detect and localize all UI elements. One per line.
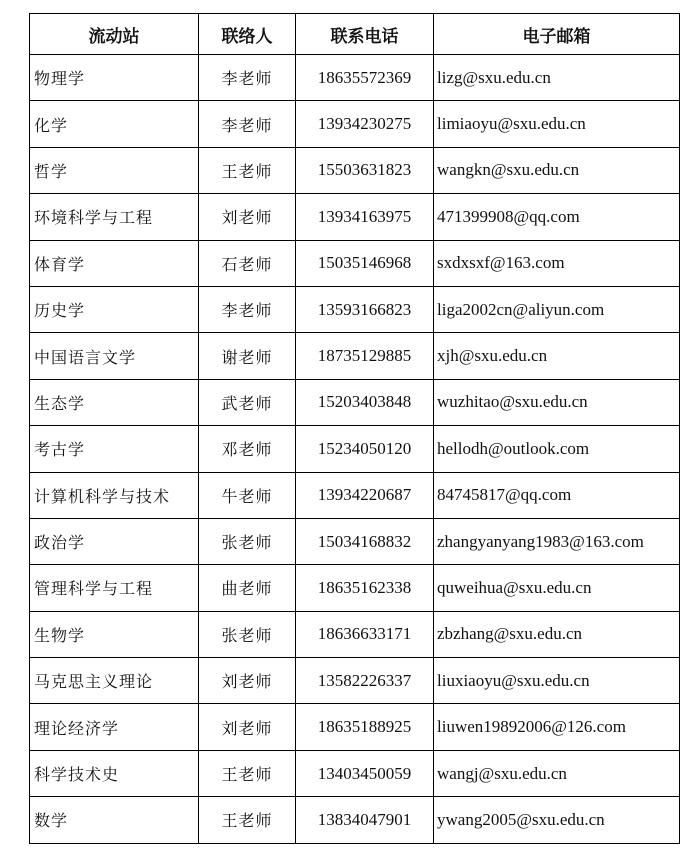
contact-cell: 刘老师 xyxy=(199,658,296,704)
email-cell: 471399908@qq.com xyxy=(434,194,680,240)
header-contact: 联络人 xyxy=(199,14,296,55)
header-email: 电子邮箱 xyxy=(434,14,680,55)
table-row xyxy=(30,379,680,425)
contact-cell: 谢老师 xyxy=(199,333,296,379)
table-body xyxy=(30,55,680,844)
email-cell: liuwen19892006@126.com xyxy=(434,704,680,750)
table-row xyxy=(30,750,680,796)
station-cell: 中国语言文学 xyxy=(30,333,199,379)
email-cell: liuxiaoyu@sxu.edu.cn xyxy=(434,658,680,704)
contact-table xyxy=(29,13,680,844)
table-row xyxy=(30,518,680,564)
table-header-row xyxy=(30,14,680,55)
email-cell: liga2002cn@aliyun.com xyxy=(434,286,680,332)
phone-cell: 15034168832 xyxy=(296,518,434,564)
contact-cell: 王老师 xyxy=(199,147,296,193)
table-row xyxy=(30,704,680,750)
email-cell: xjh@sxu.edu.cn xyxy=(434,333,680,379)
station-cell: 哲学 xyxy=(30,147,199,193)
table-row xyxy=(30,147,680,193)
phone-cell: 15203403848 xyxy=(296,379,434,425)
contact-cell: 刘老师 xyxy=(199,704,296,750)
contact-cell: 石老师 xyxy=(199,240,296,286)
phone-cell: 18735129885 xyxy=(296,333,434,379)
station-cell: 科学技术史 xyxy=(30,750,199,796)
email-cell: limiaoyu@sxu.edu.cn xyxy=(434,101,680,147)
station-cell: 数学 xyxy=(30,797,199,843)
phone-cell: 15503631823 xyxy=(296,147,434,193)
phone-cell: 13934220687 xyxy=(296,472,434,518)
table-row xyxy=(30,333,680,379)
table-row xyxy=(30,611,680,657)
email-cell: sxdxsxf@163.com xyxy=(434,240,680,286)
table-row xyxy=(30,194,680,240)
station-cell: 物理学 xyxy=(30,55,199,101)
contact-cell: 李老师 xyxy=(199,55,296,101)
phone-cell: 18635572369 xyxy=(296,55,434,101)
email-cell: 84745817@qq.com xyxy=(434,472,680,518)
email-cell: wangj@sxu.edu.cn xyxy=(434,750,680,796)
email-cell: quweihua@sxu.edu.cn xyxy=(434,565,680,611)
contact-table-container xyxy=(29,13,680,844)
contact-cell: 李老师 xyxy=(199,286,296,332)
table-row xyxy=(30,797,680,843)
header-station: 流动站 xyxy=(30,14,199,55)
table-row xyxy=(30,101,680,147)
phone-cell: 15234050120 xyxy=(296,426,434,472)
table-row xyxy=(30,565,680,611)
email-cell: hellodh@outlook.com xyxy=(434,426,680,472)
phone-cell: 13934230275 xyxy=(296,101,434,147)
email-cell: wangkn@sxu.edu.cn xyxy=(434,147,680,193)
station-cell: 化学 xyxy=(30,101,199,147)
phone-cell: 13403450059 xyxy=(296,750,434,796)
station-cell: 环境科学与工程 xyxy=(30,194,199,240)
table-row xyxy=(30,286,680,332)
contact-cell: 邓老师 xyxy=(199,426,296,472)
phone-cell: 18636633171 xyxy=(296,611,434,657)
station-cell: 生态学 xyxy=(30,379,199,425)
station-cell: 管理科学与工程 xyxy=(30,565,199,611)
station-cell: 考古学 xyxy=(30,426,199,472)
table-row xyxy=(30,240,680,286)
email-cell: ywang2005@sxu.edu.cn xyxy=(434,797,680,843)
contact-cell: 王老师 xyxy=(199,797,296,843)
phone-cell: 13593166823 xyxy=(296,286,434,332)
contact-cell: 刘老师 xyxy=(199,194,296,240)
table-row xyxy=(30,55,680,101)
phone-cell: 18635188925 xyxy=(296,704,434,750)
station-cell: 生物学 xyxy=(30,611,199,657)
contact-cell: 张老师 xyxy=(199,611,296,657)
email-cell: zbzhang@sxu.edu.cn xyxy=(434,611,680,657)
station-cell: 体育学 xyxy=(30,240,199,286)
station-cell: 历史学 xyxy=(30,286,199,332)
table-row xyxy=(30,426,680,472)
station-cell: 理论经济学 xyxy=(30,704,199,750)
contact-cell: 牛老师 xyxy=(199,472,296,518)
contact-cell: 王老师 xyxy=(199,750,296,796)
email-cell: zhangyanyang1983@163.com xyxy=(434,518,680,564)
table-row xyxy=(30,472,680,518)
contact-cell: 张老师 xyxy=(199,518,296,564)
phone-cell: 13934163975 xyxy=(296,194,434,240)
contact-cell: 曲老师 xyxy=(199,565,296,611)
phone-cell: 15035146968 xyxy=(296,240,434,286)
email-cell: wuzhitao@sxu.edu.cn xyxy=(434,379,680,425)
email-cell: lizg@sxu.edu.cn xyxy=(434,55,680,101)
station-cell: 政治学 xyxy=(30,518,199,564)
phone-cell: 18635162338 xyxy=(296,565,434,611)
contact-cell: 李老师 xyxy=(199,101,296,147)
station-cell: 马克思主义理论 xyxy=(30,658,199,704)
header-phone: 联系电话 xyxy=(296,14,434,55)
phone-cell: 13834047901 xyxy=(296,797,434,843)
phone-cell: 13582226337 xyxy=(296,658,434,704)
table-row xyxy=(30,658,680,704)
contact-cell: 武老师 xyxy=(199,379,296,425)
station-cell: 计算机科学与技术 xyxy=(30,472,199,518)
